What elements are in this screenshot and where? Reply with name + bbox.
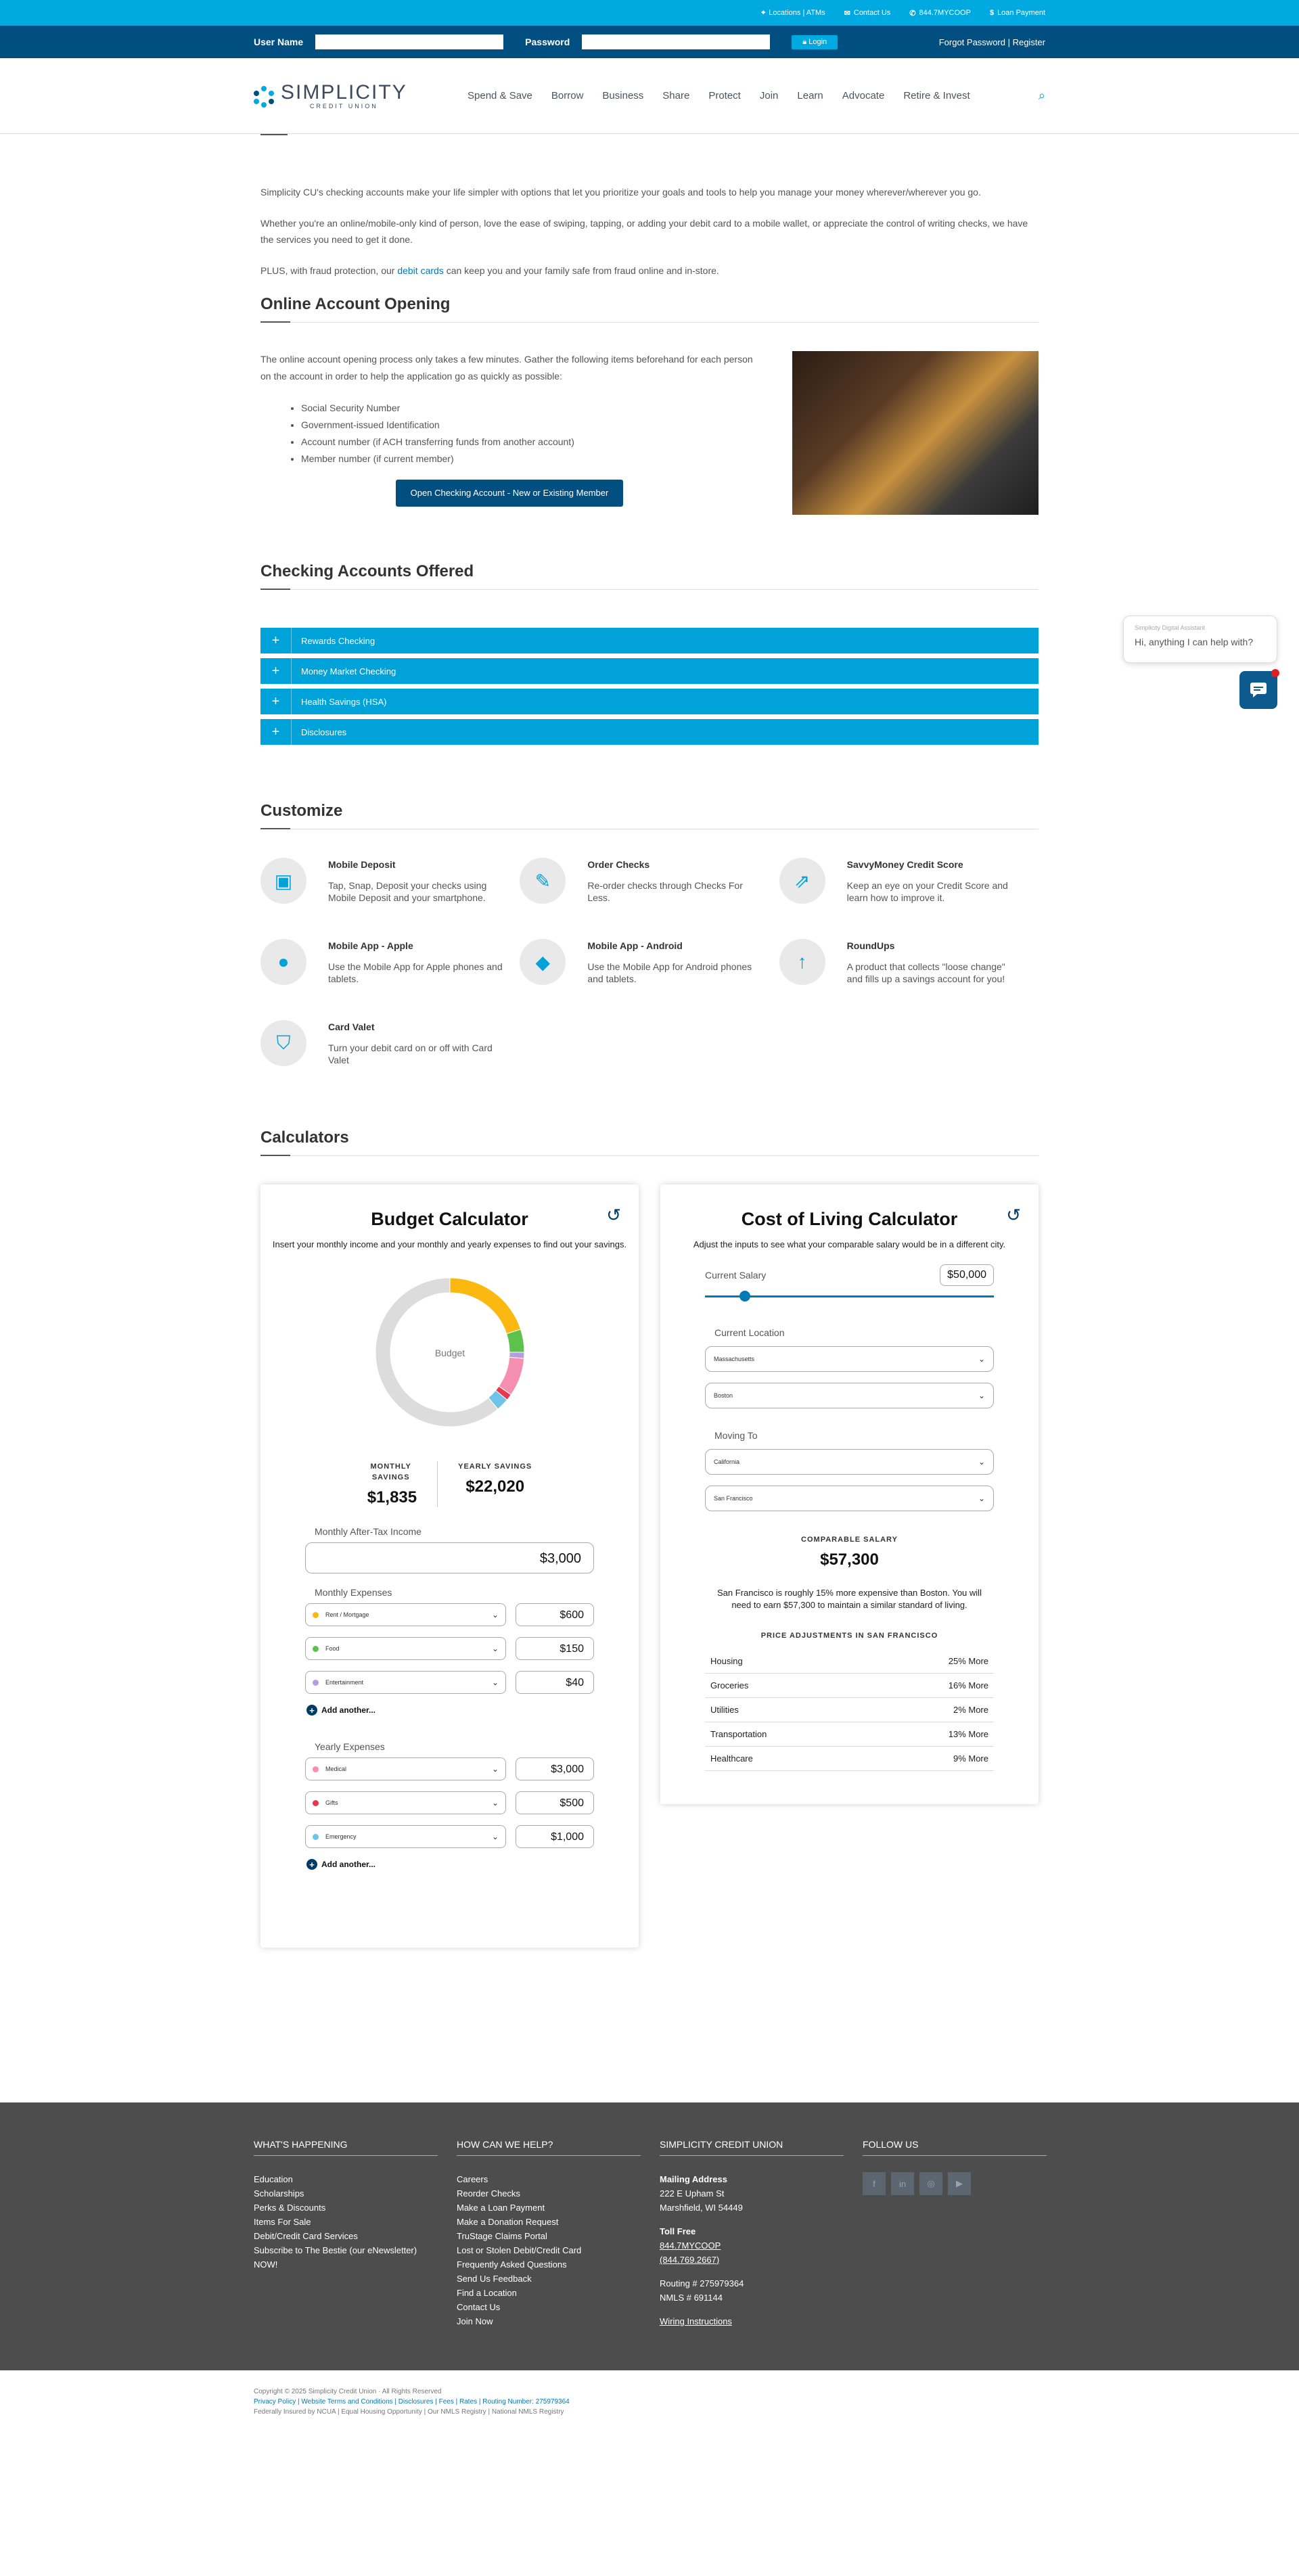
intro [260,135,1039,279]
current-location-label: Current Location [714,1327,785,1338]
phone-icon: ✆ [909,9,916,18]
plus-icon: + [260,628,292,653]
adjustment-category: Housing [710,1656,743,1666]
salary-input[interactable]: $50,000 [940,1264,994,1286]
footer-link[interactable]: Find a Location [457,2288,517,2298]
accordion-hsa[interactable] [260,689,1039,714]
adjustment-value: 25% More [948,1656,988,1666]
phone-link[interactable] [909,9,971,18]
customize-item[interactable] [260,939,520,985]
expense-row [305,1757,594,1780]
menu-join[interactable]: Join [759,90,779,101]
yearly-expenses [260,1757,639,1848]
toll-free-label: Toll Free [660,2226,696,2236]
customize-item[interactable] [520,858,779,904]
customize-item[interactable] [779,858,1039,904]
footer-whats-happening [254,2139,457,2328]
customize-item-text: A product that collects "loose change" and fills up a savings account for you! [846,961,1005,984]
chat-bubble[interactable] [1123,616,1277,663]
chat-assistant-name: Simplicity Digital Assistant [1135,624,1206,631]
debit-cards-link[interactable]: debit cards [397,265,444,276]
accordion-label: Health Savings (HSA) [301,696,387,707]
chevron-down-icon: ⌄ [978,1457,985,1467]
expense-row [305,1791,594,1814]
utility-bar [0,0,1299,26]
username-input[interactable] [315,34,503,49]
current-city-select[interactable] [705,1383,994,1408]
customize-item-text: Tap, Snap, Deposit your checks using Mobile Deposit and your smartphone. [328,880,487,903]
adjustment-value: 9% More [953,1753,988,1764]
select-value: Rent / Mortgage [325,1611,369,1618]
external-link-icon: ⇗ [779,858,825,904]
expense-amount-input[interactable]: $600 [516,1603,594,1626]
yearly-expenses-label: Yearly Expenses [315,1741,385,1752]
footer-follow [863,2139,1066,2328]
adjustment-value: 2% More [953,1705,988,1715]
footer [0,2102,1299,2370]
accounts-section [260,562,1039,745]
expense-category-select[interactable] [305,1671,506,1694]
footer-link[interactable]: Debit/Credit Card Services [254,2231,358,2241]
add-label: Add another... [321,1705,376,1715]
customize-item[interactable] [260,1020,520,1066]
expense-category-select[interactable] [305,1603,506,1626]
income-input[interactable]: $3,000 [305,1542,594,1573]
list-item: • Government-issued Identification [301,417,758,434]
select-value: Food [325,1645,340,1652]
footer-link[interactable]: Perks & Discounts [254,2203,326,2213]
menu-borrow[interactable]: Borrow [551,90,584,101]
monthly-savings-value: $1,835 [367,1488,417,1506]
intro-paragraph-2: Whether you're an online/mobile-only kind of person, love the ease of swiping, tapping, or adding your debit card to a mobile wallet, or appreciate the control of writing checks, we have the services you need to get it done. [260,218,1028,245]
expense-amount-input[interactable]: $1,000 [516,1825,594,1848]
menu-business[interactable]: Business [602,90,644,101]
savings-summary [260,1461,639,1507]
col-summary: San Francisco is roughly 15% more expensive than Boston. You will need to earn $57,300 to maintain a similar standard of living. [717,1588,982,1610]
adjustment-row [705,1747,994,1771]
col-title: Cost of Living Calculator [741,1209,958,1229]
select-value: Medical [325,1766,347,1772]
logo[interactable] [254,80,468,110]
copyright: Copyright © 2025 Simplicity Credit Union · All Rights Reserved [254,2388,442,2395]
accordion-rewards[interactable] [260,628,1039,653]
accordion-disclosures[interactable] [260,719,1039,745]
chevron-down-icon: ⌄ [491,1764,499,1774]
customize-item[interactable] [520,939,779,985]
customize-item[interactable] [779,939,1039,985]
adjustment-row [705,1649,994,1674]
category-color-dot [313,1646,319,1652]
customize-item-title[interactable]: SavvyMoney Credit Score [846,859,963,870]
footer-link[interactable]: Careers [457,2174,488,2184]
menu-advocate[interactable]: Advocate [842,90,885,101]
donut-center-label: Budget [434,1348,465,1358]
address-line-2: Marshfield, WI 54449 [660,2203,743,2213]
footer-link[interactable]: TruStage Claims Portal [457,2231,547,2241]
category-color-dot [313,1766,319,1772]
expense-category-select[interactable] [305,1637,506,1660]
customize-item-text: Keep an eye on your Credit Score and learn how to improve it. [846,880,1008,903]
footer-link[interactable]: Reorder Checks [457,2188,520,2199]
login-button[interactable] [792,35,838,49]
adjustment-value: 16% More [948,1680,988,1690]
password-input[interactable] [582,34,770,49]
loan-payment-label[interactable]: Loan Payment [997,9,1045,17]
mailing-label: Mailing Address [660,2174,727,2184]
chat-launcher-button[interactable] [1239,671,1277,709]
customize-item-text: Turn your debit card on or off with Card Valet [328,1042,493,1065]
locations-link[interactable] [761,9,825,18]
budget-donut [260,1276,639,1431]
insured-links[interactable]: Federally Insured by NCUA | Equal Housing Opportunity | Our NMLS Registry | National NMLS Registry [254,2408,564,2416]
instagram-icon[interactable]: ◎ [919,2172,942,2195]
facebook-icon[interactable]: f [863,2172,886,2195]
map-pin-icon: ⌖ [761,8,766,17]
expense-amount-input[interactable]: $40 [516,1671,594,1694]
moving-state-select[interactable] [705,1449,994,1475]
chevron-down-icon: ⌄ [491,1798,499,1808]
calculators [260,1184,1039,1948]
main-nav [0,58,1299,134]
plus-circle-icon: + [306,1859,317,1870]
chevron-down-icon: ⌄ [491,1610,499,1619]
expense-row [305,1825,594,1848]
chat-icon [1250,682,1267,698]
password-label: Password [525,37,570,47]
expense-category-select[interactable] [305,1757,506,1780]
customize-item-title[interactable]: Order Checks [587,859,650,870]
laptop-photo [792,351,1039,515]
select-value: Gifts [325,1799,338,1806]
yearly-savings-value: $22,020 [465,1477,525,1496]
footer-link[interactable]: Join Now [457,2316,493,2326]
chevron-down-icon: ⌄ [978,1391,985,1400]
current-state-select[interactable] [705,1346,994,1372]
chevron-down-icon: ⌄ [491,1678,499,1687]
customize-grid [260,858,1039,1066]
footer-link[interactable]: Items For Sale [254,2217,311,2227]
menu-protect[interactable]: Protect [708,90,741,101]
main-content [260,134,1039,1948]
logo-mark-icon [254,86,274,106]
budget-calculator [260,1184,639,1948]
oao-heading: Online Account Opening [260,295,1039,323]
oao-section [260,351,1039,515]
adjustment-row [705,1722,994,1747]
menu-learn[interactable]: Learn [797,90,823,101]
pencil-icon: ✎ [520,858,566,904]
menu-retire-invest[interactable]: Retire & Invest [903,90,970,101]
accordion-label: Money Market Checking [301,666,396,676]
customize-item-text: Re-order checks through Checks For Less. [587,880,743,903]
calculators-heading: Calculators [260,1128,1039,1156]
footer-heading: SIMPLICITY CREDIT UNION [660,2139,844,2156]
customize-heading: Customize [260,802,1039,829]
footer-help [457,2139,660,2328]
select-value: Boston [714,1392,733,1399]
login-button-label: Login [808,37,827,46]
select-value: Entertainment [325,1679,364,1686]
intro-paragraph-1: Simplicity CU's checking accounts make your life simpler with options that let you prioritize your goals and tools to help you manage your money wherever/wherever you go. [260,187,981,198]
oao-text: The online account opening process only takes a few minutes. Gather the following items beforehand for each person on the account in order to help the application go as quickly as possible: [260,354,753,382]
category-color-dot [313,1800,319,1806]
customize-item-title[interactable]: Mobile App - Apple [328,940,413,951]
expense-row [305,1671,594,1694]
search-icon[interactable]: ⌕ [1038,89,1045,102]
login-bar [0,26,1299,58]
camera-icon: ▣ [260,858,306,904]
chevron-down-icon: ⌄ [491,1644,499,1653]
price-adjustments [705,1649,994,1771]
customize-item-text: Use the Mobile App for Android phones and tablets. [587,961,752,984]
customize-item-title[interactable]: Mobile Deposit [328,859,396,870]
footer-link[interactable]: Lost or Stolen Debit/Credit Card [457,2245,582,2255]
plus-circle-icon: + [306,1705,317,1716]
donut-slice-food [506,1329,524,1352]
youtube-icon[interactable]: ▶ [948,2172,971,2195]
comparable-salary-label: COMPARABLE SALARY [801,1536,898,1544]
plus-icon: + [260,689,292,714]
footer-link[interactable]: Make a Loan Payment [457,2203,545,2213]
add-label: Add another... [321,1860,376,1869]
price-adjustments-title: PRICE ADJUSTMENTS IN SAN FRANCISCO [760,1632,938,1640]
footer-link[interactable]: Subscribe to The Bestie (our eNewsletter) [254,2245,417,2255]
adjustment-category: Transportation [710,1729,767,1739]
toll-free-link[interactable]: 844.7MYCOOP [660,2240,721,2251]
adjustment-value: 13% More [948,1729,988,1739]
customize-item[interactable] [260,858,520,904]
footer-credit-union [660,2139,863,2328]
footer-link[interactable]: Make a Donation Request [457,2217,559,2227]
budget-subtitle: Insert your monthly income and your monthly and yearly expenses to find out your savings. [272,1239,627,1249]
expense-row [305,1603,594,1626]
phone-label[interactable]: 844.7MYCOOP [919,9,971,17]
oao-list [301,400,758,467]
contact-link[interactable] [844,9,891,18]
chevron-down-icon: ⌄ [491,1832,499,1841]
expense-amount-input[interactable]: $500 [516,1791,594,1814]
monthly-savings-label: MONTHLY SAVINGS [370,1463,411,1481]
adjustment-category: Groceries [710,1680,749,1690]
accordion-money-market[interactable] [260,658,1039,684]
expense-amount-input[interactable]: $3,000 [516,1757,594,1780]
footer-link[interactable]: Frequently Asked Questions [457,2259,567,2270]
locations-label[interactable]: Locations | ATMs [769,9,825,17]
expense-category-select[interactable] [305,1791,506,1814]
salary-slider[interactable] [705,1295,994,1297]
accordion-label: Rewards Checking [301,635,375,646]
accounts-heading: Checking Accounts Offered [260,562,1039,590]
legal-links[interactable]: Privacy Policy | Website Terms and Conditions | Disclosures | Fees | Rates | Routing Number: 275979364 [254,2398,570,2406]
open-checking-button[interactable]: Open Checking Account - New or Existing Member [396,480,623,507]
donut-slice-rent-mortgage [450,1278,521,1334]
select-value: Massachusetts [714,1356,755,1362]
moving-to-label: Moving To [714,1430,758,1441]
footer-link[interactable]: Send Us Feedback [457,2274,532,2284]
slider-handle[interactable] [739,1291,750,1302]
envelope-icon: ✉ [844,9,850,18]
category-color-dot [313,1834,319,1840]
category-color-dot [313,1680,319,1686]
adjustment-row [705,1674,994,1698]
comparable-salary-value: $57,300 [820,1550,879,1569]
customize-section [260,802,1039,1066]
expense-row [305,1637,594,1660]
legal [254,2387,570,2417]
income-label: Monthly After-Tax Income [315,1526,421,1537]
chat-greeting: Hi, anything I can help with? [1135,637,1254,647]
intro-paragraph-3 [260,262,1039,279]
footer-link[interactable]: Education [254,2174,293,2184]
customize-item-title[interactable]: RoundUps [846,940,895,951]
cost-of-living-calculator [660,1184,1039,1804]
accordion-label: Disclosures [301,727,347,737]
footer-link[interactable]: NOW! [254,2259,278,2270]
footer-heading: HOW CAN WE HELP? [457,2139,641,2156]
apple-icon: ● [260,939,306,985]
customize-item-text: Use the Mobile App for Apple phones and tablets. [328,961,503,984]
chevron-down-icon: ⌄ [978,1494,985,1503]
toll-free-number-link[interactable]: (844.769.2667) [660,2255,720,2265]
salary-row [705,1264,994,1286]
notification-dot [1271,669,1279,677]
donut-chart [374,1276,526,1428]
customize-item-title[interactable]: Card Valet [328,1021,375,1032]
salary-label: Current Salary [705,1270,767,1281]
col-subtitle: Adjust the inputs to see what your comparable salary would be in a different city. [693,1239,1006,1249]
expense-amount-input[interactable]: $150 [516,1637,594,1660]
footer-link[interactable]: Scholarships [254,2188,304,2199]
list-item: • Account number (if ACH transferring funds from another account) [301,434,758,451]
forgot-register-link[interactable]: Forgot Password | Register [938,37,1045,47]
contact-label[interactable]: Contact Us [853,9,891,17]
intro-p3-start: PLUS, with fraud protection, our [260,265,398,276]
brand-tagline: CREDIT UNION [309,102,378,110]
plus-icon: + [260,658,292,684]
select-value: California [714,1458,740,1465]
reset-icon[interactable]: ↺ [606,1205,621,1225]
adjustment-category: Utilities [710,1705,739,1715]
android-icon: ◆ [520,939,566,985]
adjustment-row [705,1698,994,1722]
menu-spend-save[interactable]: Spend & Save [468,90,532,101]
customize-item-title[interactable]: Mobile App - Android [587,940,683,951]
username-label: User Name [254,37,304,47]
moving-city-select[interactable] [705,1486,994,1511]
list-item: • Member number (if current member) [301,451,758,467]
lock-icon: 🔒︎ [802,37,807,46]
monthly-expenses [260,1603,639,1694]
adjustment-category: Healthcare [710,1753,753,1764]
list-item: • Social Security Number [301,400,758,417]
wiring-instructions-link[interactable]: Wiring Instructions [660,2316,732,2326]
monthly-expenses-label: Monthly Expenses [315,1587,392,1598]
loan-payment-link[interactable] [990,9,1045,17]
select-value: San Francisco [714,1495,753,1502]
add-monthly-expense-button[interactable] [306,1705,639,1716]
footer-heading: FOLLOW US [863,2139,1047,2156]
nmls-number: NMLS # 691144 [660,2293,723,2303]
address-line-1: 222 E Upham St [660,2188,725,2199]
reset-icon[interactable]: ↺ [1006,1205,1021,1225]
plus-icon: + [260,719,292,745]
menu [468,90,1039,101]
menu-share[interactable]: Share [662,90,690,101]
footer-link[interactable]: Contact Us [457,2302,501,2312]
dollar-icon: $ [989,9,995,17]
linkedin-icon[interactable]: in [891,2172,914,2195]
select-value: Emergency [325,1833,357,1840]
chevron-down-icon: ⌄ [978,1354,985,1364]
arrow-up-icon: ↑ [779,939,825,985]
add-yearly-expense-button[interactable] [306,1859,639,1870]
expense-category-select[interactable] [305,1825,506,1848]
category-color-dot [313,1612,319,1618]
shield-icon: ⛉ [260,1020,306,1066]
budget-title: Budget Calculator [371,1209,528,1229]
brand-name: SIMPLICITY [281,80,407,104]
routing-number: Routing # 275979364 [660,2278,744,2288]
footer-heading: WHAT'S HAPPENING [254,2139,438,2156]
yearly-savings-label: YEARLY SAVINGS [458,1463,532,1471]
intro-p3-end: can keep you and your family safe from fraud online and in-store. [443,265,719,276]
